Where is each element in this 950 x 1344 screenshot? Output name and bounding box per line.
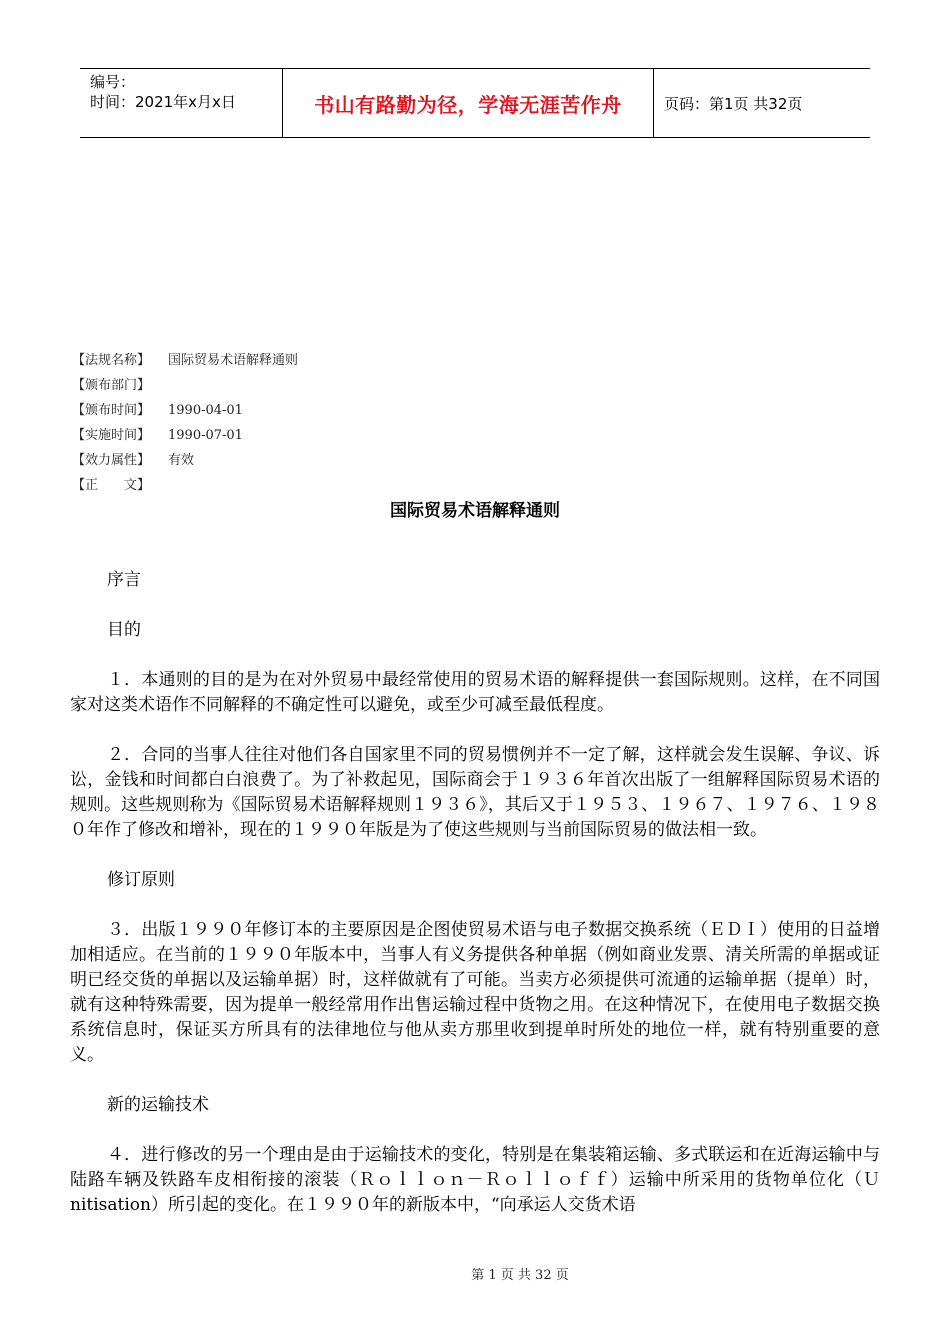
paragraph-3: ３．出版１９９０年修订本的主要原因是企图使贸易术语与电子数据交换系统（ＥＤＩ）使用的日益增加相适应。在当前的１９９０年版本中，当事人有义务提供各种单据（例如商业发票、清关所需的单据或证明已经交货的单据以及运输单据）时，这样做就有了可能。当卖方必须提供可流通的运输单据（提单）时，就有这种特殊需要，因为提单一般经常用作出售运输过程中货物之用。在这种情况下，在使用电子数据交换系统信息时，保证买方所具有的法律地位与他从卖方那里收到提单时所处的地位一样，就有特别重要的意义。	[70, 920, 880, 1065]
header-motto: 书山有路勤为径，学海无涯苦作舟	[314, 92, 622, 117]
section-heading-transport: 新的运输技术	[107, 1095, 209, 1115]
header-center-cell	[283, 69, 654, 137]
meta-key: 【实施时间】	[72, 428, 151, 443]
paragraph-1: １．本通则的目的是为在对外贸易中最经常使用的贸易术语的解释提供一套国际规则。这样，在不同国家对这类术语作不同解释的不确定性可以避免，或至少可减至最低程度。	[70, 670, 880, 715]
header-left-cell	[80, 69, 283, 137]
meta-row-text	[72, 473, 298, 498]
document-body	[70, 568, 880, 1218]
meta-key: 【颁布部门】	[72, 378, 151, 393]
meta-key: 【颁布时间】	[72, 403, 151, 418]
meta-row-issuer	[72, 373, 298, 398]
meta-value: 1990-07-01	[168, 428, 243, 443]
meta-row-name	[72, 348, 298, 373]
regulation-metadata	[72, 348, 298, 498]
document-header	[80, 68, 870, 138]
paragraph-2: ２．合同的当事人往往对他们各自国家里不同的贸易惯例并不一定了解，这样就会发生误解、争议、诉讼，金钱和时间都白白浪费了。为了补救起见，国际商会于１９３６年首次出版了一组解释国际贸易术语的规则。这些规则称为《国际贸易术语解释规则１９３６》，其后又于１９５３、１９６７、１９７６、１９８０年作了修改和增补，现在的１９９０年版是为了使这些规则与当前国际贸易的做法相一致。	[70, 745, 880, 840]
page-footer: 第 1 页 共 32 页	[471, 1268, 569, 1283]
meta-value: 国际贸易术语解释通则	[168, 353, 299, 368]
header-page-info: 页码：第1页 共32页	[664, 94, 803, 113]
meta-key: 【正 文】	[72, 478, 151, 493]
meta-row-validity	[72, 448, 298, 473]
meta-key: 【效力属性】	[72, 453, 151, 468]
meta-row-issue-date	[72, 398, 298, 423]
section-heading-purpose: 目的	[107, 620, 141, 640]
meta-key: 【法规名称】	[72, 353, 151, 368]
meta-value: 1990-04-01	[168, 403, 243, 418]
section-heading-preface: 序言	[107, 570, 141, 590]
meta-row-effective-date	[72, 423, 298, 448]
header-right-cell	[654, 69, 870, 137]
paragraph-4: ４．进行修改的另一个理由是由于运输技术的变化，特别是在集装箱运输、多式联运和在近海运输中与陆路车辆及铁路车皮相衔接的滚装（Ｒｏｌｌｏｎ－Ｒｏｌｌｏｆｆ）运输中所采用的货物单位化（Ｕnitisation）所引起的变化。在１９９０年的新版本中，“向承运人交货术语	[70, 1145, 880, 1215]
document-date-label: 时间：2021年x月x日	[90, 93, 236, 111]
section-heading-revision: 修订原则	[107, 870, 175, 890]
meta-value: 有效	[168, 453, 195, 468]
document-title: 国际贸易术语解释通则	[390, 501, 560, 521]
document-number-label: 编号：	[90, 73, 136, 91]
